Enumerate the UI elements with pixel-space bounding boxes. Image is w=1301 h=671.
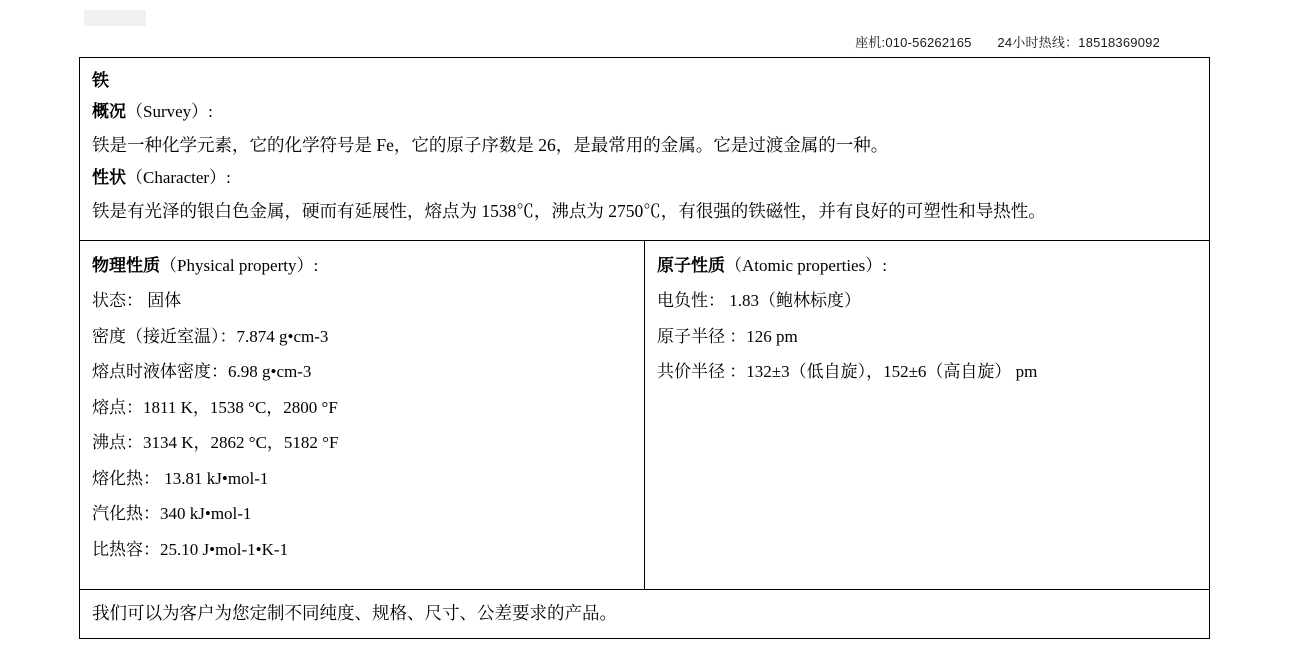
list-item: 原子半径 ：126 pm [657,326,798,346]
list-item: 比热容：25.10 J•mol-1•K-1 [92,539,289,559]
list-item: 电负性： 1.83（鲍林标度） [657,291,861,310]
list-item: 状态： 固体 [92,291,182,310]
overview-cell [80,58,1210,241]
list-item: 熔点时液体密度：6.98 g•cm-3 [92,362,312,381]
physical-heading-cn: 物理性质 [92,256,160,275]
hotline-phone: 24小时热线：18518369092 [997,35,1160,50]
character-heading [92,162,1197,194]
contact-header [0,32,1160,51]
list-item: 共价半径 ：132±3（低自旋），152±6（高自旋） pm [657,362,1038,381]
list-item: 沸点：3134 K，2862 °C，5182 °F [92,433,339,452]
table-row [80,58,1210,241]
element-info-table [79,57,1210,639]
physical-properties-cell [80,241,645,590]
list-item: 汽化热：340 kJ•mol-1 [92,504,252,523]
page-title: 铁 [92,71,109,90]
footer-note: 我们可以为客户为您定制不同纯度、规格、尺寸、公差要求的产品。 [92,603,617,623]
list-item: 熔点：1811 K，1538 °C，2800 °F [92,397,338,417]
atomic-properties-cell [645,241,1210,590]
logo-watermark [84,10,146,26]
list-item: 熔化热： 13.81 kJ•mol-1 [92,468,269,488]
atomic-heading-en: （Atomic properties）: [725,256,887,275]
list-item: 密度（接近室温）：7.874 g•cm-3 [92,326,329,346]
table-row [80,241,1210,590]
physical-heading-en: （Physical property）: [160,256,319,275]
atomic-heading [657,249,1197,283]
character-text: 铁是有光泽的银白色金属，硬而有延展性，熔点为 1538℃，沸点为 2750℃，有很强的铁磁性，并有良好的可塑性和导热性。 [92,201,1046,221]
physical-properties-list [92,283,632,567]
survey-heading-en: （Survey）: [126,102,213,121]
character-heading-en: （Character）: [126,168,231,187]
physical-heading [92,249,632,283]
atomic-heading-cn: 原子性质 [657,256,725,275]
survey-text: 铁是一种化学元素，它的化学符号是 Fe，它的原子序数是 26，是最常用的金属。它是过渡金属的一种。 [92,135,889,155]
survey-heading-cn: 概况 [92,102,126,121]
footer-note-cell [80,590,1210,639]
table-row [80,590,1210,639]
character-heading-cn: 性状 [92,168,126,187]
survey-heading [92,96,1197,128]
atomic-properties-list [657,283,1197,390]
office-phone: 座机:010-56262165 [855,35,972,50]
